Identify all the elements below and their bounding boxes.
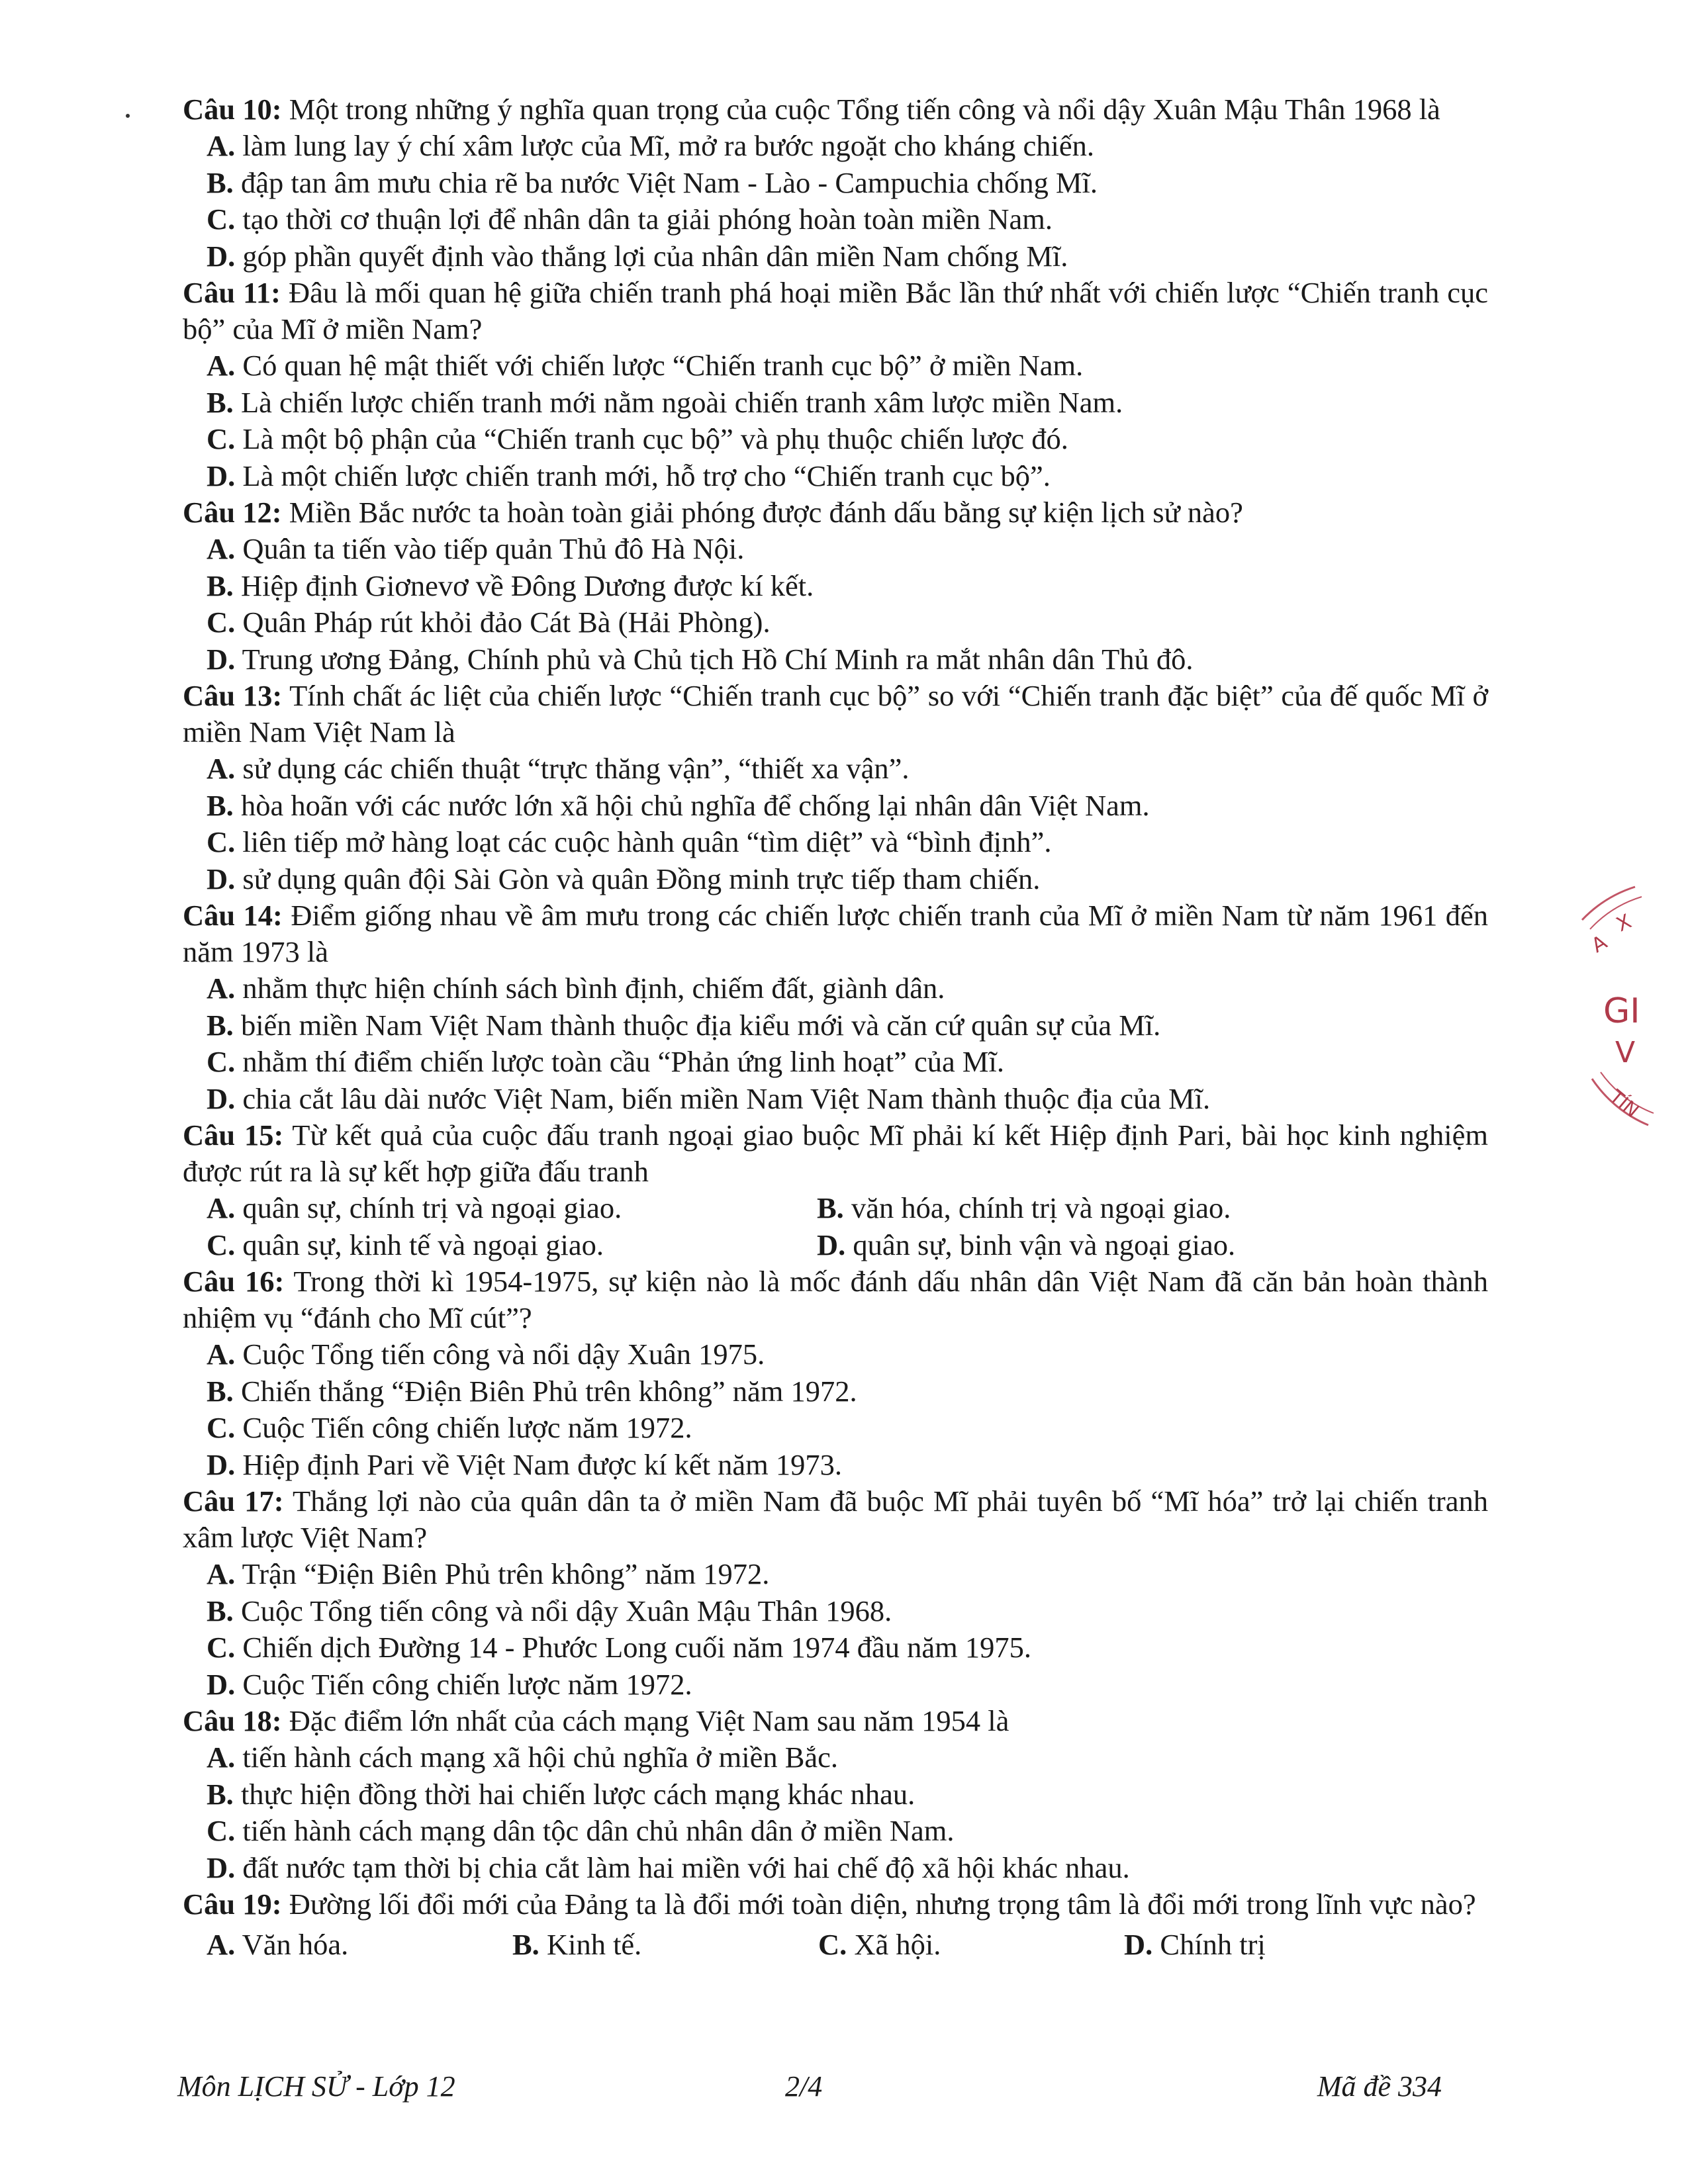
question-16 xyxy=(183,1263,1488,1336)
option-label: C. xyxy=(818,1928,847,1961)
question-number: Câu 14: xyxy=(183,899,283,932)
option-label: A. xyxy=(207,752,236,785)
question-number: Câu 18: xyxy=(183,1704,282,1737)
question-number: Câu 15: xyxy=(183,1118,284,1152)
text-content: Trong thời kì 1954-1975, sự kiện nào là mốc đánh dấu nhân dân Việt Nam đã căn bản hoàn thành nhiệm vụ “đánh cho Mĩ cút”? xyxy=(183,1265,1488,1334)
text-content: hòa hoãn với các nước lớn xã hội chủ nghĩa để chống lại nhân dân Việt Nam. xyxy=(233,788,1150,822)
option-label: D. xyxy=(207,642,236,676)
option-label: B. xyxy=(207,569,234,602)
text-content: X xyxy=(1613,909,1636,937)
text-content: quân sự, kinh tế và ngoại giao. xyxy=(235,1228,604,1261)
question-11-option-d xyxy=(183,458,1488,495)
option-label: B. xyxy=(207,1777,234,1811)
question-10-option-b xyxy=(183,165,1488,202)
question-18-option-a xyxy=(183,1739,1488,1776)
question-11-option-c xyxy=(183,421,1488,458)
question-12-option-d xyxy=(183,641,1488,678)
option-label: A. xyxy=(207,972,236,1005)
question-11-option-a xyxy=(183,347,1488,385)
question-number: Câu 12: xyxy=(183,496,282,529)
option-label: B. xyxy=(817,1191,844,1224)
question-15-option-d xyxy=(817,1227,1427,1264)
text-content: Là một chiến lược chiến tranh mới, hỗ trợ cho “Chiến tranh cục bộ”. xyxy=(235,459,1051,492)
question-13-option-a xyxy=(183,751,1488,788)
text-content: Đâu là mối quan hệ giữa chiến tranh phá hoại miền Bắc lần thứ nhất với chiến lược “Chiến tranh cục bộ” của Mĩ ở miền Nam? xyxy=(183,276,1489,345)
question-17-option-d xyxy=(183,1666,1488,1704)
question-10-option-a xyxy=(183,128,1488,165)
option-label: C. xyxy=(207,1411,236,1444)
option-label: C. xyxy=(207,825,236,858)
question-12-option-b xyxy=(183,568,1488,605)
text-content: V xyxy=(1615,1036,1636,1069)
question-16-option-b xyxy=(183,1373,1488,1410)
text-content: văn hóa, chính trị và ngoại giao. xyxy=(843,1191,1231,1224)
option-label: A. xyxy=(207,129,236,162)
text-content: liên tiếp mở hàng loạt các cuộc hành quân “tìm diệt” và “bình định”. xyxy=(235,825,1052,858)
question-18-option-b xyxy=(183,1776,1488,1813)
question-16-option-d xyxy=(183,1447,1488,1484)
option-label: C. xyxy=(207,1631,236,1664)
text-content: tạo thời cơ thuận lợi để nhân dân ta giải phóng hoàn toàn miền Nam. xyxy=(235,203,1053,236)
text-content: Một trong những ý nghĩa quan trọng của cuộc Tổng tiến công và nổi dậy Xuân Mậu Thân 1968 là xyxy=(281,93,1440,126)
option-label: D. xyxy=(207,1850,236,1884)
text-content: Hiệp định Giơnevơ về Đông Dương được kí kết. xyxy=(233,569,814,602)
text-content: tiến hành cách mạng xã hội chủ nghĩa ở miền Bắc. xyxy=(235,1741,839,1774)
option-label: A. xyxy=(207,1191,236,1224)
text-content: Quân ta tiến vào tiếp quản Thủ đô Hà Nội. xyxy=(235,532,745,565)
option-label: B. xyxy=(207,385,234,419)
text-content: Tính chất ác liệt của chiến lược “Chiến tranh cục bộ” so với “Chiến tranh đặc biệt” của đế quốc Mĩ ở miền Nam Việt Nam là xyxy=(183,679,1488,749)
question-number: Câu 13: xyxy=(183,679,283,712)
question-number: Câu 11: xyxy=(183,276,281,309)
question-16-option-c xyxy=(183,1410,1488,1447)
question-18-option-d xyxy=(183,1850,1488,1887)
text-content: Kinh tế. xyxy=(539,1928,642,1961)
option-label: D. xyxy=(207,459,236,492)
option-label: A. xyxy=(207,1928,236,1961)
text-content: Văn hóa. xyxy=(235,1928,349,1961)
text-content: quân sự, chính trị và ngoại giao. xyxy=(235,1191,622,1224)
question-13-option-b xyxy=(183,788,1488,825)
question-13 xyxy=(183,678,1488,751)
question-number: Câu 10: xyxy=(183,93,282,126)
question-14-option-c xyxy=(183,1044,1488,1081)
option-label: C. xyxy=(207,203,236,236)
option-label: D. xyxy=(207,1081,236,1115)
option-label: B. xyxy=(512,1928,539,1961)
question-19-option-d xyxy=(1124,1925,1430,1964)
option-label: D. xyxy=(207,1447,236,1481)
text-content: Thắng lợi nào của quân dân ta ở miền Nam đã buộc Mĩ phải tuyên bố “Mĩ hóa” trở lại chiến tranh xâm lược Việt Nam? xyxy=(183,1484,1488,1554)
text-content: Cuộc Tổng tiến công và nổi dậy Xuân 1975. xyxy=(235,1338,765,1371)
question-17 xyxy=(183,1483,1488,1556)
question-number: Câu 17: xyxy=(183,1484,284,1518)
option-label: C. xyxy=(207,606,236,639)
question-10-option-c xyxy=(183,201,1488,238)
option-label: D. xyxy=(207,862,236,895)
exam-content xyxy=(183,91,1488,1964)
text-content: thực hiện đồng thời hai chiến lược cách mạng khác nhau. xyxy=(233,1777,915,1811)
question-15-option-b xyxy=(817,1190,1427,1227)
question-18 xyxy=(183,1703,1488,1739)
question-17-option-a xyxy=(183,1556,1488,1593)
option-label: D. xyxy=(817,1228,846,1261)
question-10-option-d xyxy=(183,238,1488,275)
option-label: B. xyxy=(207,1594,234,1627)
option-label: A. xyxy=(207,349,236,382)
text-content: Là một bộ phận của “Chiến tranh cục bộ” và phụ thuộc chiến lược đó. xyxy=(235,422,1068,455)
text-content: Trận “Điện Biên Phủ trên không” năm 1972. xyxy=(235,1557,770,1590)
option-label: C. xyxy=(207,1045,236,1078)
question-19-option-b xyxy=(512,1925,818,1964)
text-content: Điểm giống nhau về âm mưu trong các chiến lược chiến tranh của Mĩ ở miền Nam từ năm 1961 đến năm 1973 là xyxy=(183,899,1488,968)
footer-page-number: 2/4 xyxy=(785,2070,823,2103)
text-content: sử dụng các chiến thuật “trực thăng vận”, “thiết xa vận”. xyxy=(235,752,910,785)
text-content: góp phần quyết định vào thắng lợi của nhân dân miền Nam chống Mĩ. xyxy=(235,239,1068,273)
option-label: D. xyxy=(207,1667,236,1701)
margin-dot xyxy=(126,114,130,118)
option-label: B. xyxy=(207,1374,234,1408)
question-number: Câu 19: xyxy=(183,1888,282,1921)
text-content: Là chiến lược chiến tranh mới nằm ngoài chiến tranh xâm lược miền Nam. xyxy=(233,385,1123,419)
text-content: TÍN xyxy=(1605,1085,1644,1122)
option-label: A. xyxy=(207,1741,236,1774)
option-label: A. xyxy=(207,1338,236,1371)
text-content: Chiến thắng “Điện Biên Phủ trên không” năm 1972. xyxy=(233,1374,857,1408)
text-content: quân sự, binh vận và ngoại giao. xyxy=(845,1228,1236,1261)
text-content: Trung ương Đảng, Chính phủ và Chủ tịch Hồ Chí Minh ra mắt nhân dân Thủ đô. xyxy=(235,642,1194,676)
question-10 xyxy=(183,91,1488,128)
question-15-option-a xyxy=(207,1190,817,1227)
option-label: C. xyxy=(207,422,236,455)
footer-subject: Môn LỊCH SỬ - Lớp 12 xyxy=(177,2070,455,2103)
question-12-option-c xyxy=(183,604,1488,641)
option-label: A. xyxy=(207,532,236,565)
text-content: làm lung lay ý chí xâm lược của Mĩ, mở ra bước ngoặt cho kháng chiến. xyxy=(235,129,1095,162)
text-content: Cuộc Tiến công chiến lược năm 1972. xyxy=(235,1411,692,1444)
question-19-option-a xyxy=(207,1925,512,1964)
question-11-option-b xyxy=(183,385,1488,422)
footer-exam-code: Mã đề 334 xyxy=(1317,2070,1442,2103)
text-content: Đường lối đổi mới của Đảng ta là đổi mới toàn diện, nhưng trọng tâm là đổi mới trong lĩnh vực nào? xyxy=(281,1888,1476,1921)
text-content: Chiến dịch Đường 14 - Phước Long cuối năm 1974 đầu năm 1975. xyxy=(235,1631,1031,1664)
question-16-option-a xyxy=(183,1336,1488,1373)
question-15 xyxy=(183,1117,1488,1190)
text-content: Hiệp định Pari về Việt Nam được kí kết năm 1973. xyxy=(235,1447,842,1481)
question-12-option-a xyxy=(183,531,1488,568)
text-content: A xyxy=(1587,931,1611,958)
question-number: Câu 16: xyxy=(183,1265,285,1298)
text-content: biến miền Nam Việt Nam thành thuộc địa kiểu mới và căn cứ quân sự của Mĩ. xyxy=(233,1008,1161,1042)
text-content: Đặc điểm lớn nhất của cách mạng Việt Nam sau năm 1954 là xyxy=(281,1704,1009,1737)
question-15-options-row-1 xyxy=(183,1190,1488,1227)
option-label: B. xyxy=(207,165,234,199)
text-content: Cuộc Tiến công chiến lược năm 1972. xyxy=(235,1667,692,1701)
question-12 xyxy=(183,494,1488,531)
question-14-option-b xyxy=(183,1007,1488,1044)
question-15-option-c xyxy=(207,1227,817,1264)
option-label: A. xyxy=(207,1557,236,1590)
option-label: D. xyxy=(207,239,236,273)
text-content: Xã hội. xyxy=(847,1928,941,1961)
question-19-option-c xyxy=(818,1925,1124,1964)
question-14 xyxy=(183,897,1488,970)
text-content: đập tan âm mưu chia rẽ ba nước Việt Nam - Lào - Campuchia chống Mĩ. xyxy=(233,165,1098,199)
option-label: B. xyxy=(207,788,234,822)
text-content: Miền Bắc nước ta hoàn toàn giải phóng được đánh dấu bằng sự kiện lịch sử nào? xyxy=(281,496,1243,529)
option-label: B. xyxy=(207,1008,234,1042)
text-content: chia cắt lâu dài nước Việt Nam, biến miền Nam Việt Nam thành thuộc địa của Mĩ. xyxy=(235,1081,1211,1115)
question-15-options-row-2 xyxy=(183,1227,1488,1264)
question-19 xyxy=(183,1886,1488,1923)
question-13-option-c xyxy=(183,824,1488,861)
question-17-option-b xyxy=(183,1593,1488,1630)
text-content: sử dụng quân đội Sài Gòn và quân Đồng minh trực tiếp tham chiến. xyxy=(235,862,1041,895)
question-11 xyxy=(183,275,1488,347)
option-label: D. xyxy=(1124,1928,1153,1961)
question-13-option-d xyxy=(183,861,1488,898)
text-content: Chính trị xyxy=(1152,1928,1266,1961)
text-content: nhằm thí điểm chiến lược toàn cầu “Phản ứng linh hoạt” của Mĩ. xyxy=(235,1045,1004,1078)
text-content: đất nước tạm thời bị chia cắt làm hai miền với hai chế độ xã hội khác nhau. xyxy=(235,1850,1130,1884)
text-content: Có quan hệ mật thiết với chiến lược “Chiến tranh cục bộ” ở miền Nam. xyxy=(235,349,1084,382)
question-14-option-d xyxy=(183,1081,1488,1118)
question-19-options-row xyxy=(183,1925,1488,1964)
text-content: Quân Pháp rút khỏi đảo Cát Bà (Hải Phòng). xyxy=(235,606,771,639)
stamp-seal-icon xyxy=(1542,880,1688,1132)
text-content: Từ kết quả của cuộc đấu tranh ngoại giao buộc Mĩ phải kí kết Hiệp định Pari, bài học kinh nghiệm được rút ra là sự kết hợp giữa đấu tranh xyxy=(183,1118,1488,1188)
question-18-option-c xyxy=(183,1813,1488,1850)
text-content: tiến hành cách mạng dân tộc dân chủ nhân dân ở miền Nam. xyxy=(235,1814,955,1847)
question-14-option-a xyxy=(183,970,1488,1007)
question-17-option-c xyxy=(183,1629,1488,1666)
text-content: Cuộc Tổng tiến công và nổi dậy Xuân Mậu Thân 1968. xyxy=(233,1594,892,1627)
text-content: GI xyxy=(1603,991,1640,1031)
text-content: nhằm thực hiện chính sách bình định, chiếm đất, giành dân. xyxy=(235,972,945,1005)
option-label: C. xyxy=(207,1814,236,1847)
option-label: C. xyxy=(207,1228,236,1261)
